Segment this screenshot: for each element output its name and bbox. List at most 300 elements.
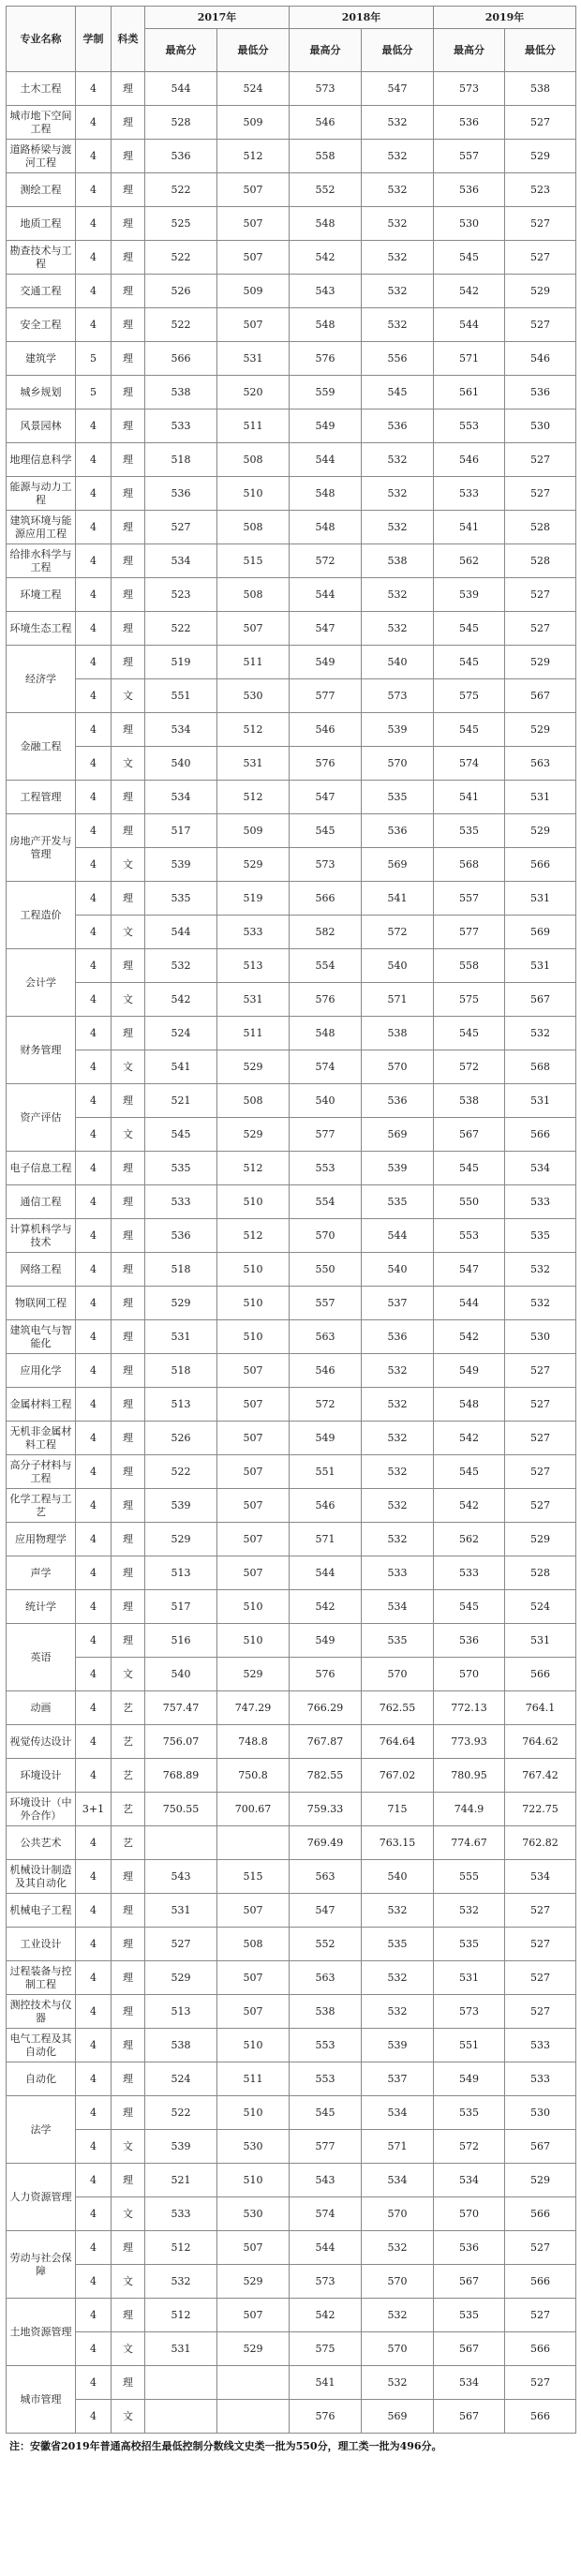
cell-years: 4: [76, 1388, 112, 1422]
major-name: 财务管理: [7, 1017, 76, 1084]
cell-max-2018: 554: [290, 949, 362, 983]
cell-years: 4: [76, 1826, 112, 1860]
cell-type: 文: [112, 2130, 145, 2164]
cell-max-2019: 539: [434, 578, 505, 612]
cell-min-2019: 528: [505, 1556, 576, 1590]
cell-min-2019: 527: [505, 578, 576, 612]
cell-type: 文: [112, 1658, 145, 1691]
cell-max-2019: 562: [434, 544, 505, 578]
cell-max-2017: 513: [145, 1388, 217, 1422]
cell-max-2019: 535: [434, 814, 505, 848]
cell-min-2019: 566: [505, 2265, 576, 2299]
cell-type: 理: [112, 2029, 145, 2062]
header-years: 学制: [76, 7, 112, 72]
cell-max-2017: 531: [145, 1320, 217, 1354]
cell-min-2017: 510: [217, 1624, 290, 1658]
cell-min-2018: 571: [362, 2130, 434, 2164]
cell-min-2019: 533: [505, 2062, 576, 2096]
cell-type: 理: [112, 1320, 145, 1354]
cell-min-2019: 527: [505, 1995, 576, 2029]
cell-min-2019: 531: [505, 949, 576, 983]
table-row: [7, 1793, 576, 1826]
table-row: [7, 646, 576, 679]
cell-max-2018: 582: [290, 916, 362, 949]
cell-min-2017: 512: [217, 140, 290, 173]
table-row: [7, 1050, 576, 1084]
cell-years: 4: [76, 2130, 112, 2164]
cell-min-2017: 507: [217, 2231, 290, 2265]
cell-min-2019: 527: [505, 1961, 576, 1995]
cell-min-2018: 532: [362, 106, 434, 140]
header-max-2019: 最高分: [434, 29, 505, 72]
cell-max-2019: 545: [434, 713, 505, 747]
major-name: 地理信息科学: [7, 443, 76, 477]
major-name: 风景园林: [7, 409, 76, 443]
cell-min-2017: 529: [217, 2265, 290, 2299]
cell-min-2018: 570: [362, 747, 434, 781]
cell-max-2018: 551: [290, 1455, 362, 1489]
cell-max-2018: 545: [290, 814, 362, 848]
cell-max-2019: 545: [434, 1152, 505, 1185]
cell-min-2017: 509: [217, 814, 290, 848]
cell-max-2019: 550: [434, 1185, 505, 1219]
cell-min-2017: 511: [217, 646, 290, 679]
major-name: 交通工程: [7, 275, 76, 308]
cell-max-2018: 543: [290, 2164, 362, 2197]
cell-type: 理: [112, 1084, 145, 1118]
cell-max-2017: 534: [145, 544, 217, 578]
cell-type: 文: [112, 2400, 145, 2434]
cell-min-2019: 527: [505, 1354, 576, 1388]
cell-min-2019: 531: [505, 882, 576, 916]
major-name: 网络工程: [7, 1253, 76, 1287]
cell-min-2019: 527: [505, 2366, 576, 2400]
major-name: 经济学: [7, 646, 76, 713]
cell-years: 4: [76, 2096, 112, 2130]
cell-max-2019: 557: [434, 140, 505, 173]
major-name: 工程管理: [7, 781, 76, 814]
table-row: [7, 2332, 576, 2366]
cell-years: 5: [76, 342, 112, 376]
header-min-2018: 最低分: [362, 29, 434, 72]
cell-max-2017: 519: [145, 646, 217, 679]
major-name: 建筑环境与能源应用工程: [7, 511, 76, 544]
cell-min-2019: 533: [505, 1185, 576, 1219]
cell-max-2018: 540: [290, 1084, 362, 1118]
table-row: [7, 679, 576, 713]
major-name: 建筑电气与智能化: [7, 1320, 76, 1354]
cell-max-2017: 566: [145, 342, 217, 376]
cell-max-2018: 542: [290, 1590, 362, 1624]
cell-min-2017: 508: [217, 1084, 290, 1118]
cell-min-2019: 529: [505, 140, 576, 173]
cell-type: 理: [112, 1995, 145, 2029]
cell-max-2018: 563: [290, 1320, 362, 1354]
cell-max-2017: 527: [145, 1928, 217, 1961]
cell-years: 4: [76, 173, 112, 207]
cell-min-2019: 563: [505, 747, 576, 781]
cell-years: 4: [76, 2029, 112, 2062]
cell-max-2018: 549: [290, 1422, 362, 1455]
cell-max-2018: 552: [290, 1928, 362, 1961]
cell-min-2019: 529: [505, 713, 576, 747]
cell-type: 理: [112, 1219, 145, 1253]
cell-years: 4: [76, 781, 112, 814]
cell-max-2019: 533: [434, 1556, 505, 1590]
cell-years: 4: [76, 1219, 112, 1253]
cell-max-2017: 521: [145, 2164, 217, 2197]
cell-max-2018: 557: [290, 1287, 362, 1320]
cell-min-2018: 535: [362, 781, 434, 814]
cell-min-2018: 539: [362, 713, 434, 747]
cell-max-2019: 572: [434, 2130, 505, 2164]
cell-min-2019: 527: [505, 1928, 576, 1961]
cell-years: 4: [76, 308, 112, 342]
cell-max-2017: 532: [145, 2265, 217, 2299]
table-row: [7, 1860, 576, 1894]
cell-max-2017: [145, 1826, 217, 1860]
cell-max-2017: 529: [145, 1287, 217, 1320]
cell-min-2019: 567: [505, 2130, 576, 2164]
admission-score-table: [6, 6, 576, 2434]
cell-years: 4: [76, 1084, 112, 1118]
cell-max-2018: 576: [290, 2400, 362, 2434]
cell-min-2019: 532: [505, 1287, 576, 1320]
cell-max-2017: [145, 2366, 217, 2400]
cell-max-2017: 525: [145, 207, 217, 241]
cell-max-2019: 567: [434, 2400, 505, 2434]
cell-min-2019: 534: [505, 1860, 576, 1894]
major-name: 人力资源管理: [7, 2164, 76, 2231]
cell-max-2017: 526: [145, 1422, 217, 1455]
cell-years: 4: [76, 2400, 112, 2434]
cell-min-2018: 762.55: [362, 1691, 434, 1725]
cell-type: 理: [112, 1961, 145, 1995]
cell-years: 4: [76, 1928, 112, 1961]
cell-max-2018: 759.33: [290, 1793, 362, 1826]
cell-type: 理: [112, 72, 145, 106]
cell-max-2017: 534: [145, 781, 217, 814]
table-row: [7, 1253, 576, 1287]
cell-max-2019: 570: [434, 1658, 505, 1691]
cell-min-2018: 573: [362, 679, 434, 713]
cell-max-2019: 553: [434, 409, 505, 443]
table-row: [7, 1961, 576, 1995]
cell-type: 文: [112, 2332, 145, 2366]
cell-min-2017: 511: [217, 409, 290, 443]
table-row: [7, 1624, 576, 1658]
cell-years: 4: [76, 713, 112, 747]
cell-min-2019: 566: [505, 2400, 576, 2434]
cell-type: 理: [112, 140, 145, 173]
cell-min-2019: 527: [505, 1894, 576, 1928]
cell-max-2017: 531: [145, 1894, 217, 1928]
cell-type: 文: [112, 2265, 145, 2299]
cell-min-2019: 532: [505, 1017, 576, 1050]
cell-min-2017: 512: [217, 713, 290, 747]
cell-max-2018: 574: [290, 1050, 362, 1084]
major-name: 能源与动力工程: [7, 477, 76, 511]
major-name: 地质工程: [7, 207, 76, 241]
cell-max-2017: 536: [145, 1219, 217, 1253]
cell-min-2017: 507: [217, 207, 290, 241]
cell-max-2017: 544: [145, 916, 217, 949]
cell-years: 4: [76, 1152, 112, 1185]
header-year-2017: 2017年: [145, 7, 290, 29]
major-name: 应用化学: [7, 1354, 76, 1388]
cell-max-2017: 513: [145, 1556, 217, 1590]
cell-min-2017: 512: [217, 1219, 290, 1253]
major-name: 无机非金属材料工程: [7, 1422, 76, 1455]
cell-max-2019: 534: [434, 2164, 505, 2197]
cell-min-2017: 515: [217, 544, 290, 578]
table-row: [7, 409, 576, 443]
cell-years: 4: [76, 949, 112, 983]
table-row: [7, 983, 576, 1017]
table-row: [7, 173, 576, 207]
cell-max-2017: 522: [145, 173, 217, 207]
cell-max-2019: 545: [434, 241, 505, 275]
cell-max-2019: 571: [434, 342, 505, 376]
table-row: [7, 1287, 576, 1320]
cell-years: 4: [76, 1185, 112, 1219]
cell-max-2017: 522: [145, 2096, 217, 2130]
cell-max-2019: 774.67: [434, 1826, 505, 1860]
cell-min-2017: 531: [217, 342, 290, 376]
cell-min-2017: 510: [217, 2029, 290, 2062]
cell-type: 理: [112, 173, 145, 207]
cell-max-2017: 540: [145, 747, 217, 781]
major-name: 土木工程: [7, 72, 76, 106]
cell-max-2017: 533: [145, 2197, 217, 2231]
cell-min-2018: 570: [362, 2332, 434, 2366]
cell-max-2017: 542: [145, 983, 217, 1017]
cell-type: 理: [112, 1152, 145, 1185]
table-row: [7, 1219, 576, 1253]
cell-min-2019: 767.42: [505, 1759, 576, 1793]
table-row: [7, 1894, 576, 1928]
table-row: [7, 1523, 576, 1556]
cell-min-2018: 532: [362, 1422, 434, 1455]
cell-min-2019: 527: [505, 2231, 576, 2265]
cell-min-2018: 532: [362, 1354, 434, 1388]
cell-max-2018: 548: [290, 477, 362, 511]
cell-max-2018: 576: [290, 747, 362, 781]
cell-type: 文: [112, 916, 145, 949]
cell-min-2017: 530: [217, 2197, 290, 2231]
cell-min-2017: 531: [217, 983, 290, 1017]
cell-min-2019: 531: [505, 781, 576, 814]
cell-max-2019: 536: [434, 1624, 505, 1658]
cell-min-2017: [217, 1826, 290, 1860]
cell-max-2019: 551: [434, 2029, 505, 2062]
cell-min-2019: 566: [505, 1118, 576, 1152]
cell-max-2019: 544: [434, 308, 505, 342]
cell-min-2018: 570: [362, 1050, 434, 1084]
cell-type: 理: [112, 1624, 145, 1658]
cell-type: 理: [112, 1455, 145, 1489]
cell-min-2019: 527: [505, 308, 576, 342]
cell-min-2019: 566: [505, 2197, 576, 2231]
cell-min-2017: 529: [217, 1658, 290, 1691]
cell-max-2018: 782.55: [290, 1759, 362, 1793]
table-row: [7, 2062, 576, 2096]
table-body: [7, 72, 576, 2434]
major-name: 城市地下空间工程: [7, 106, 76, 140]
cell-max-2018: 543: [290, 275, 362, 308]
cell-min-2017: 507: [217, 2299, 290, 2332]
cell-max-2017: 750.55: [145, 1793, 217, 1826]
cell-type: 文: [112, 2197, 145, 2231]
cell-max-2018: 577: [290, 679, 362, 713]
table-row: [7, 916, 576, 949]
table-row: [7, 814, 576, 848]
cell-min-2017: 507: [217, 1523, 290, 1556]
cell-min-2019: 529: [505, 1523, 576, 1556]
cell-years: 4: [76, 72, 112, 106]
cell-years: 4: [76, 1455, 112, 1489]
cell-min-2018: 539: [362, 2029, 434, 2062]
cell-min-2018: 535: [362, 1624, 434, 1658]
cell-min-2019: 531: [505, 1624, 576, 1658]
cell-min-2018: 539: [362, 1152, 434, 1185]
cell-min-2017: 748.8: [217, 1725, 290, 1759]
cell-max-2017: 518: [145, 443, 217, 477]
cell-max-2017: 517: [145, 1590, 217, 1624]
cell-max-2019: 546: [434, 443, 505, 477]
cell-max-2019: 542: [434, 1422, 505, 1455]
cell-years: 4: [76, 2265, 112, 2299]
major-name: 环境工程: [7, 578, 76, 612]
cell-type: 理: [112, 1017, 145, 1050]
cell-years: 4: [76, 1995, 112, 2029]
cell-min-2019: 531: [505, 1084, 576, 1118]
table-row: [7, 1556, 576, 1590]
cell-min-2018: 536: [362, 1320, 434, 1354]
cell-max-2019: 555: [434, 1860, 505, 1894]
cell-max-2017: 532: [145, 949, 217, 983]
cell-min-2018: 763.15: [362, 1826, 434, 1860]
cell-type: 文: [112, 983, 145, 1017]
cell-years: 4: [76, 1624, 112, 1658]
cell-max-2018: 554: [290, 1185, 362, 1219]
cell-min-2019: 527: [505, 443, 576, 477]
table-row: [7, 544, 576, 578]
cell-min-2017: 529: [217, 848, 290, 882]
cell-max-2017: 538: [145, 376, 217, 409]
cell-min-2018: 570: [362, 2197, 434, 2231]
cell-min-2018: 532: [362, 140, 434, 173]
cell-max-2019: 533: [434, 477, 505, 511]
major-name: 英语: [7, 1624, 76, 1691]
cell-max-2017: 539: [145, 1489, 217, 1523]
cell-min-2018: 764.64: [362, 1725, 434, 1759]
cell-min-2017: 507: [217, 1354, 290, 1388]
cell-min-2018: 538: [362, 544, 434, 578]
cell-max-2017: 522: [145, 308, 217, 342]
cell-max-2019: 536: [434, 106, 505, 140]
cell-years: 4: [76, 1489, 112, 1523]
cell-min-2019: 566: [505, 1658, 576, 1691]
table-row: [7, 2197, 576, 2231]
cell-years: 4: [76, 241, 112, 275]
table-row: [7, 511, 576, 544]
cell-max-2017: 544: [145, 72, 217, 106]
table-row: [7, 207, 576, 241]
cell-type: 艺: [112, 1759, 145, 1793]
cell-min-2018: 556: [362, 342, 434, 376]
cell-years: 4: [76, 2366, 112, 2400]
cell-max-2017: 512: [145, 2231, 217, 2265]
cell-min-2018: 532: [362, 1961, 434, 1995]
cell-max-2019: 549: [434, 2062, 505, 2096]
cell-max-2018: 544: [290, 2231, 362, 2265]
major-name: 公共艺术: [7, 1826, 76, 1860]
cell-min-2018: 532: [362, 241, 434, 275]
cell-max-2018: 577: [290, 2130, 362, 2164]
cell-years: 4: [76, 207, 112, 241]
cell-min-2018: 532: [362, 1489, 434, 1523]
cell-min-2019: 527: [505, 1455, 576, 1489]
cell-years: 4: [76, 814, 112, 848]
cell-years: 4: [76, 1287, 112, 1320]
cell-max-2019: 772.13: [434, 1691, 505, 1725]
cell-max-2019: 536: [434, 173, 505, 207]
table-row: [7, 275, 576, 308]
table-row: [7, 781, 576, 814]
cell-type: 理: [112, 949, 145, 983]
table-row: [7, 2164, 576, 2197]
cell-max-2019: 744.9: [434, 1793, 505, 1826]
cell-max-2018: 538: [290, 1995, 362, 2029]
cell-type: 文: [112, 1050, 145, 1084]
table-row: [7, 1489, 576, 1523]
cell-max-2019: 557: [434, 882, 505, 916]
cell-type: 艺: [112, 1793, 145, 1826]
cell-max-2019: 549: [434, 1354, 505, 1388]
cell-min-2019: 529: [505, 646, 576, 679]
cell-min-2017: [217, 2400, 290, 2434]
cell-max-2017: 517: [145, 814, 217, 848]
table-row: [7, 747, 576, 781]
cell-max-2017: 521: [145, 1084, 217, 1118]
cell-years: 4: [76, 1894, 112, 1928]
cell-min-2019: 566: [505, 2332, 576, 2366]
cell-min-2017: 509: [217, 275, 290, 308]
cell-max-2018: 576: [290, 342, 362, 376]
header-max-2018: 最高分: [290, 29, 362, 72]
cell-min-2018: 538: [362, 1017, 434, 1050]
cell-years: 4: [76, 1422, 112, 1455]
major-name: 建筑学: [7, 342, 76, 376]
major-name: 金融工程: [7, 713, 76, 781]
major-name: 测绘工程: [7, 173, 76, 207]
major-name: 资产评估: [7, 1084, 76, 1152]
cell-max-2018: 547: [290, 612, 362, 646]
cell-type: 文: [112, 848, 145, 882]
cell-min-2019: 566: [505, 848, 576, 882]
cell-type: 理: [112, 578, 145, 612]
header-major: 专业名称: [7, 7, 76, 72]
cell-min-2019: 527: [505, 106, 576, 140]
major-name: 道路桥梁与渡河工程: [7, 140, 76, 173]
cell-max-2018: 553: [290, 1152, 362, 1185]
cell-min-2017: 510: [217, 477, 290, 511]
cell-type: 艺: [112, 1691, 145, 1725]
major-name: 应用物理学: [7, 1523, 76, 1556]
header-max-2017: 最高分: [145, 29, 217, 72]
cell-min-2017: 509: [217, 106, 290, 140]
